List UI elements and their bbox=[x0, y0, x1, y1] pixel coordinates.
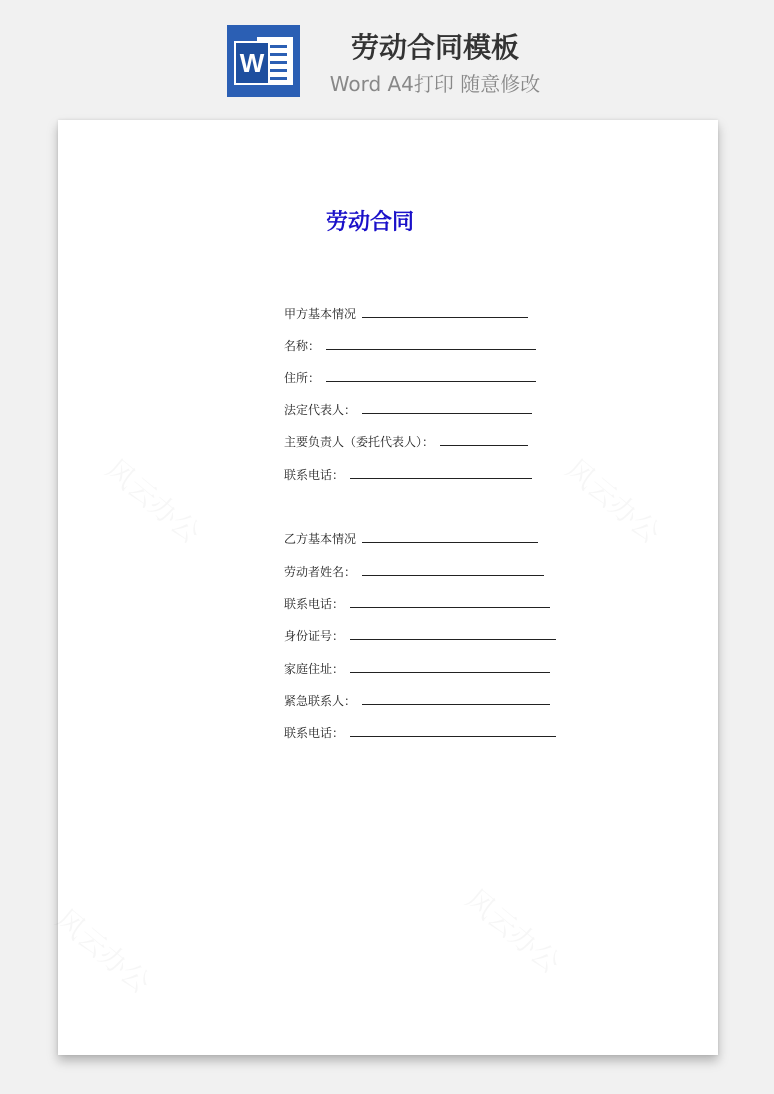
field-label: 名称： bbox=[284, 339, 321, 353]
field-label: 劳动者姓名： bbox=[284, 565, 357, 579]
blank-line[interactable] bbox=[350, 595, 550, 608]
field-id-number bbox=[284, 627, 556, 644]
blank-line[interactable] bbox=[350, 660, 550, 673]
field-phone-a bbox=[284, 466, 532, 483]
field-label: 主要负责人（委托代表人）： bbox=[284, 435, 435, 449]
blank-line[interactable] bbox=[362, 563, 544, 576]
field-label: 法定代表人： bbox=[284, 403, 357, 417]
field-worker-name bbox=[284, 563, 544, 580]
field-label: 联系电话： bbox=[284, 597, 345, 611]
blank-line[interactable] bbox=[350, 466, 532, 479]
document-title: 劳动合同 bbox=[325, 210, 414, 235]
field-party-b-info bbox=[284, 530, 538, 547]
template-subtitle: Word A4打印 随意修改 bbox=[329, 72, 541, 96]
blank-line[interactable] bbox=[326, 369, 536, 382]
field-party-a-info bbox=[284, 305, 528, 322]
field-label: 身份证号： bbox=[284, 629, 345, 643]
field-name bbox=[284, 337, 536, 354]
field-label: 联系电话： bbox=[284, 726, 345, 740]
blank-line[interactable] bbox=[362, 530, 538, 543]
document-page bbox=[58, 120, 718, 1055]
field-address bbox=[284, 369, 536, 386]
field-label: 联系电话： bbox=[284, 468, 345, 482]
blank-line[interactable] bbox=[350, 724, 556, 737]
watermark bbox=[558, 449, 670, 552]
field-emergency-contact bbox=[284, 692, 550, 709]
field-phone-b bbox=[284, 595, 550, 612]
word-letter: W bbox=[234, 41, 270, 85]
blank-line[interactable] bbox=[362, 692, 550, 705]
field-label: 乙方基本情况 bbox=[284, 532, 357, 546]
field-emergency-phone bbox=[284, 724, 556, 741]
blank-line[interactable] bbox=[362, 305, 528, 318]
field-label: 家庭住址： bbox=[284, 662, 345, 676]
word-doc-icon bbox=[227, 25, 300, 97]
watermark bbox=[98, 449, 210, 552]
field-label: 紧急联系人： bbox=[284, 694, 357, 708]
field-label: 甲方基本情况 bbox=[284, 307, 357, 321]
watermark bbox=[48, 899, 160, 1002]
blank-line[interactable] bbox=[362, 401, 532, 414]
field-legal-rep bbox=[284, 401, 532, 418]
field-principal bbox=[284, 433, 528, 450]
header-banner bbox=[0, 0, 774, 110]
blank-line[interactable] bbox=[440, 433, 528, 446]
blank-line[interactable] bbox=[350, 627, 556, 640]
template-title: 劳动合同模板 bbox=[350, 31, 519, 64]
field-home-address bbox=[284, 660, 550, 677]
blank-line[interactable] bbox=[326, 337, 536, 350]
watermark bbox=[458, 879, 570, 982]
field-label: 住所： bbox=[284, 371, 321, 385]
